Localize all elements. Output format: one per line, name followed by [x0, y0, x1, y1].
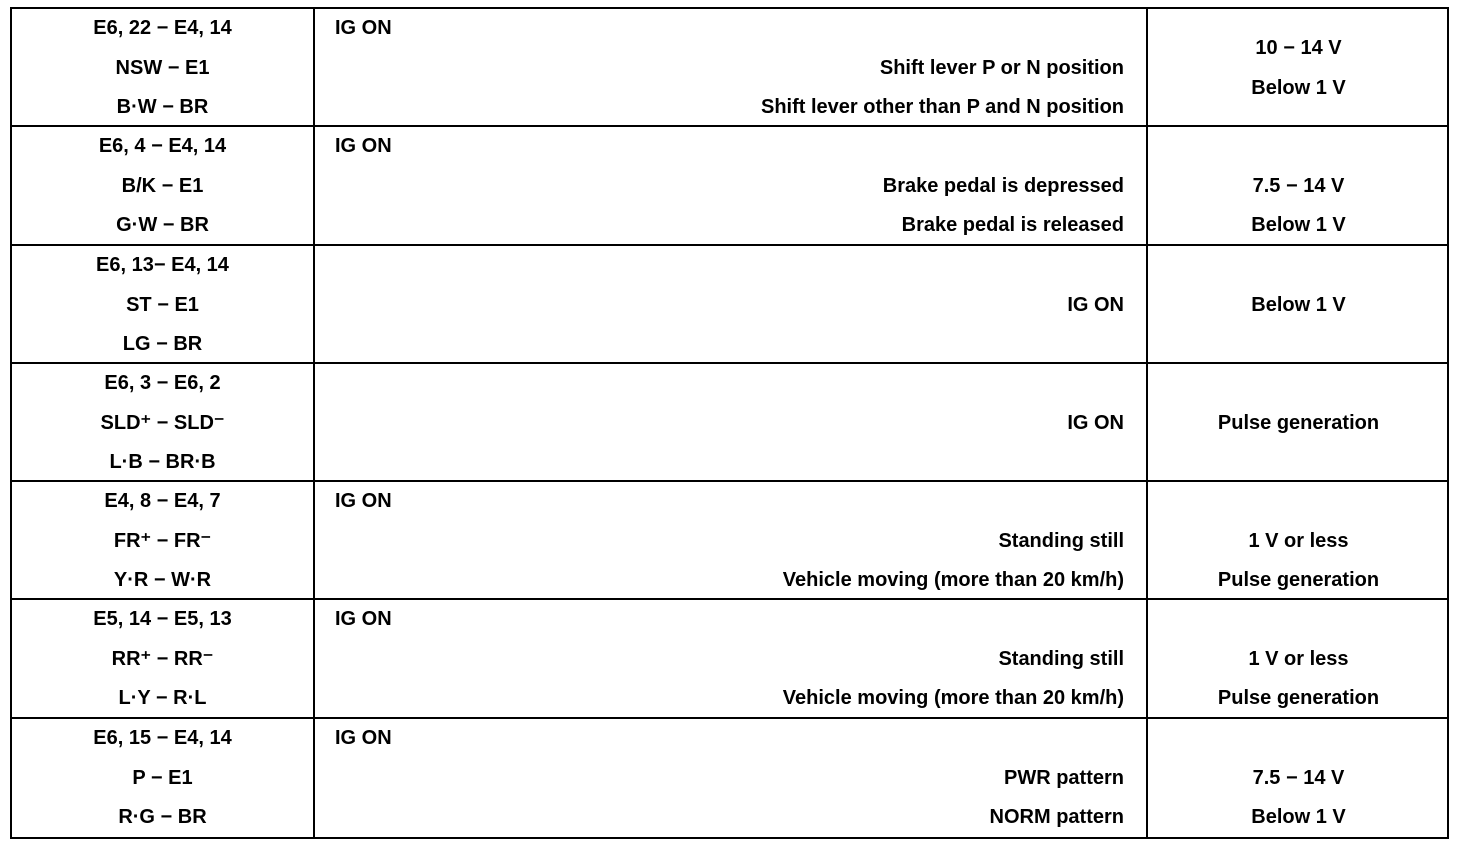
- condition-cell: [315, 246, 1148, 362]
- value-item: 7.5 − 14 V: [1252, 766, 1345, 789]
- terminal-cell: [12, 719, 315, 837]
- wire-color: LG − BR: [122, 332, 203, 355]
- condition-header: IG ON: [335, 135, 392, 158]
- terminal-cell: [12, 9, 315, 125]
- condition-header: IG ON: [335, 726, 392, 749]
- condition-item: Vehicle moving (more than 20 km/h): [782, 687, 1124, 710]
- table-row: [12, 127, 1447, 245]
- table-row: [12, 246, 1447, 364]
- value-cell: [1148, 364, 1449, 480]
- value-item: 1 V or less: [1248, 530, 1349, 553]
- value-item: Pulse generation: [1217, 569, 1380, 592]
- terminal-name: FR⁺ − FR⁻: [113, 530, 212, 553]
- table-row: [12, 9, 1447, 127]
- table-row: [12, 482, 1447, 600]
- condition-cell: [315, 482, 1148, 598]
- terminal-name: P − E1: [132, 766, 193, 789]
- terminal-pins: E6, 22 − E4, 14: [93, 17, 232, 39]
- condition-item: NORM pattern: [989, 805, 1124, 828]
- condition-cell: [315, 600, 1148, 716]
- terminal-pins: E4, 8 − E4, 7: [104, 490, 221, 513]
- terminal-cell: [12, 127, 315, 243]
- terminal-cell: [12, 246, 315, 362]
- condition-header: IG ON: [335, 608, 392, 631]
- terminal-cell: [12, 600, 315, 716]
- terminal-pins: E6, 3 − E6, 2: [104, 371, 221, 394]
- terminal-pins: E5, 14 − E5, 13: [93, 608, 232, 631]
- table-row: [12, 364, 1447, 482]
- condition-item: Shift lever P or N position: [879, 57, 1124, 79]
- condition-item: Standing still: [998, 648, 1124, 671]
- condition-header: IG ON: [335, 17, 392, 39]
- terminal-pins: E6, 15 − E4, 14: [93, 726, 232, 749]
- wire-color: G·W − BR: [116, 214, 209, 237]
- value-cell: [1148, 9, 1449, 125]
- wire-color: R·G − BR: [118, 805, 207, 828]
- terminal-name: SLD⁺ − SLD⁻: [100, 411, 225, 434]
- value-item: Below 1 V: [1251, 214, 1346, 237]
- condition-item: IG ON: [1067, 293, 1124, 316]
- voltage-inspection-table: [10, 7, 1449, 839]
- condition-item: IG ON: [1067, 411, 1124, 434]
- terminal-name: ST − E1: [126, 293, 199, 316]
- value-item: 7.5 − 14 V: [1252, 175, 1345, 198]
- terminal-name: NSW − E1: [115, 57, 210, 79]
- condition-cell: [315, 127, 1148, 243]
- condition-item: Brake pedal is depressed: [882, 175, 1124, 198]
- value-cell: [1148, 482, 1449, 598]
- condition-item: Shift lever other than P and N position: [761, 96, 1124, 118]
- value-item: 1 V or less: [1248, 648, 1349, 671]
- condition-item: Brake pedal is released: [901, 214, 1124, 237]
- value-item: Below 1 V: [1251, 293, 1346, 316]
- condition-header: IG ON: [335, 490, 392, 513]
- condition-item: Vehicle moving (more than 20 km/h): [782, 569, 1124, 592]
- value-cell: [1148, 127, 1449, 243]
- wire-color: L·Y − R·L: [118, 687, 207, 710]
- value-item: Below 1 V: [1251, 805, 1346, 828]
- wire-color: L·B − BR·B: [109, 450, 216, 473]
- wire-color: B·W − BR: [116, 96, 209, 118]
- value-item: Pulse generation: [1217, 411, 1380, 434]
- condition-item: Standing still: [998, 530, 1124, 553]
- terminal-pins: E6, 13− E4, 14: [96, 253, 229, 276]
- wire-color: Y·R − W·R: [113, 569, 212, 592]
- condition-cell: [315, 364, 1148, 480]
- value-item: Below 1 V: [1251, 77, 1346, 99]
- table-row: [12, 600, 1447, 718]
- value-item: 10 − 14 V: [1255, 37, 1342, 59]
- terminal-name: RR⁺ − RR⁻: [111, 648, 214, 671]
- terminal-cell: [12, 364, 315, 480]
- condition-cell: [315, 719, 1148, 837]
- condition-cell: [315, 9, 1148, 125]
- table-row: [12, 719, 1447, 837]
- value-cell: [1148, 719, 1449, 837]
- value-cell: [1148, 246, 1449, 362]
- terminal-cell: [12, 482, 315, 598]
- value-item: Pulse generation: [1217, 687, 1380, 710]
- condition-item: PWR pattern: [1004, 766, 1124, 789]
- terminal-pins: E6, 4 − E4, 14: [98, 135, 227, 158]
- terminal-name: B/K − E1: [121, 175, 204, 198]
- value-cell: [1148, 600, 1449, 716]
